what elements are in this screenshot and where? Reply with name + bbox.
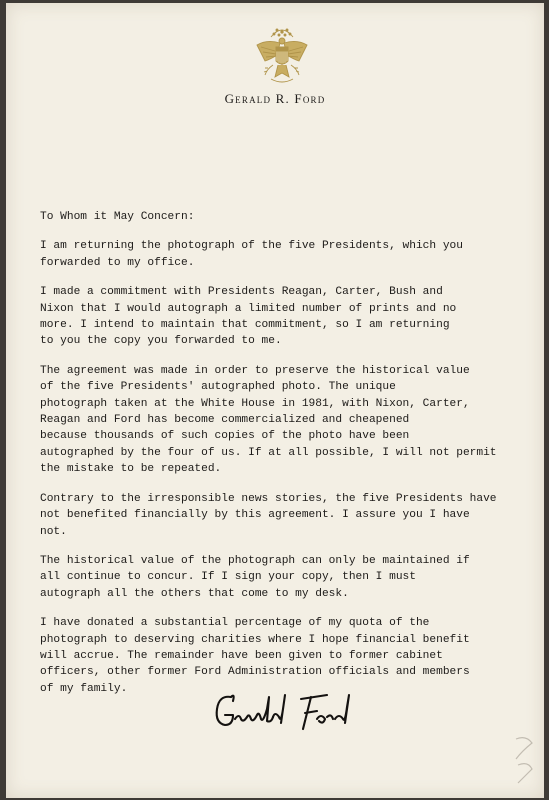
paragraph-donation: I have donated a substantial percentage of my quota of the photograph to deserving charities where I hope financial benefit will accrue. The remainder have been given to former cabinet officers, other former Ford Administration officials and members of my family. (40, 617, 470, 695)
paragraph-historical-value: The historical value of the photograph can only be maintained if all continue to concur. If I sign your copy, then I must autograph all the others that come to my desk. (40, 554, 470, 600)
presidential-eagle-seal-icon (253, 23, 311, 87)
letterhead-name: Gerald R. Ford (224, 91, 326, 106)
paragraph-agreement: The agreement was made in order to preserve the historical value of the five Presidents' autographed photo. The unique photograph taken at the White House in 1981, with Nixon, Carter, Reagan and Ford has become commercialized and cheapened because thousands of such copies of the photo have been autographed by the four of us. If at all possible, I will not permit the mistake to be repeated. (40, 364, 497, 476)
signature-image (209, 689, 359, 735)
margin-pencil-mark (512, 733, 538, 793)
paragraph-news-stories: Contrary to the irresponsible news stories, the five Presidents have not benefited financially by this agreement. I assure you I have not. (40, 492, 497, 538)
salutation: To Whom it May Concern: (40, 211, 195, 223)
paragraph-commitment: I made a commitment with Presidents Reagan, Carter, Bush and Nixon that I would autograph a limited number of prints and no more. I intend to maintain that commitment, so I am returning to you the copy you forwarded to me. (40, 286, 457, 348)
paragraph-returning: I am returning the photograph of the five Presidents, which you forwarded to my office. (40, 240, 463, 269)
letter-paper (6, 3, 544, 798)
letter-body (40, 209, 520, 710)
